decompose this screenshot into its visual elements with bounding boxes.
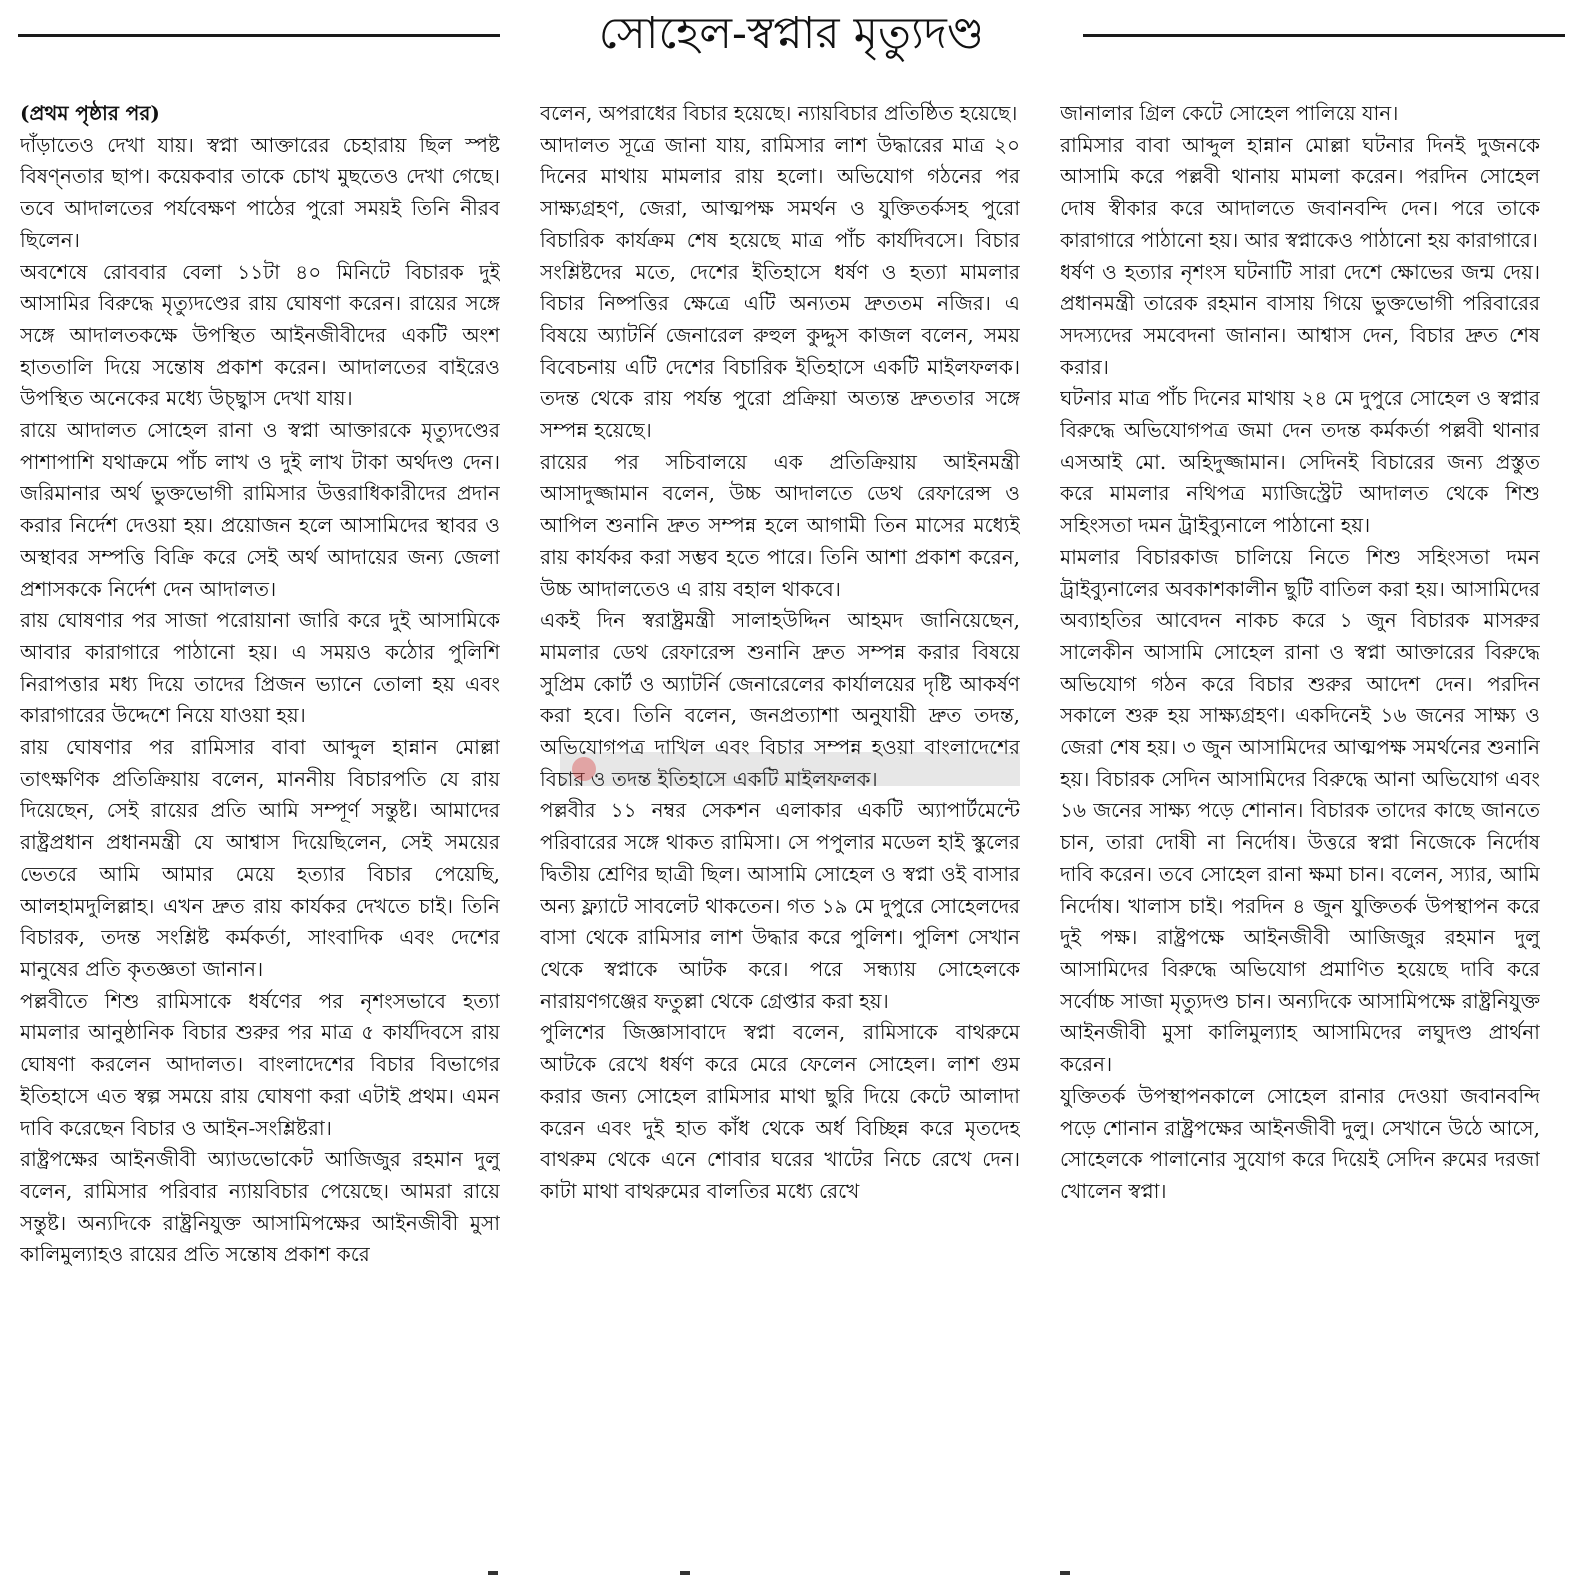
continuation-kicker: (প্রথম পৃষ্ঠার পর) [20, 101, 160, 125]
paragraph: পল্লবীতে শিশু রামিসাকে ধর্ষণের পর নৃশংসভাবে হত্যা মামলার আনুষ্ঠানিক বিচার শুরুর পর মাত্র ৫ কার্যদিবসে রায় ঘোষণা করলেন আদালত। বাংলাদেশের বিচার বিভাগের ইতিহাসে এত স্বল্প সময়ে রায় ঘোষণা করা এটাই প্রথম। এমন দাবি করেছেন বিচার ও আইন-সংশ্লিষ্টরা। [20, 988, 500, 1140]
paragraph: রায় ঘোষণার পর সাজা পরোয়ানা জারি করে দুই আসামিকে আবার কারাগারে পাঠানো হয়। এ সময়ও কঠোর পুলিশি নিরাপত্তার মধ্য দিয়ে তাদের প্রিজন ভ্যানে তোলা হয় এবং কারাগারের উদ্দেশে নিয়ে যাওয়া হয়। [20, 608, 500, 728]
headline: সোহেল-স্বপ্নার মৃত্যুদণ্ড [598, 8, 985, 59]
headline-rule-right [1083, 34, 1565, 37]
text-fragment [680, 1571, 690, 1575]
paragraph: যুক্তিতর্ক উপস্থাপনকালে সোহেল রানার দেওয়া জবানবন্দি পড়ে শোনান রাষ্ট্রপক্ষের আইনজীবী দুলু। সেখানে উঠে আসে, সোহেলকে পালানোর সুযোগ করে দিয়েই সেদিন রুমের দরজা খোলেন স্বপ্না। [1060, 1083, 1540, 1203]
paragraph: রায়ের পর সচিবালয়ে এক প্রতিক্রিয়ায় আইনমন্ত্রী আসাদুজ্জামান বলেন, উচ্চ আদালতে ডেথ রেফারেন্স ও আপিল শুনানি দ্রুত সম্পন্ন হলে আগামী তিন মাসের মধ্যেই রায় কার্যকর করা সম্ভব হতে পারে। তিনি আশা প্রকাশ করেন, উচ্চ আদালতেও এ রায় বহাল থাকবে। [540, 449, 1020, 601]
paragraph: জানালার গ্রিল কেটে সোহেল পালিয়ে যান। [1060, 101, 1399, 125]
headline-rule-left [18, 34, 500, 37]
paragraph: আদালত সূত্রে জানা যায়, রামিসার লাশ উদ্ধারের মাত্র ২০ দিনের মাথায় মামলার রায় হলো। অভিযোগ গঠনের পর সাক্ষ্যগ্রহণ, জেরা, আত্মপক্ষ সমর্থন ও যুক্তিতর্কসহ পুরো বিচারিক কার্যক্রম শেষ হয়েছে মাত্র পাঁচ কার্যদিবসে। বিচার সংশ্লিষ্টদের মতে, দেশের ইতিহাসে ধর্ষণ ও হত্যা মামলার বিচার নিষ্পত্তির ক্ষেত্রে এটি অন্যতম দ্রুততম নজির। এ বিষয়ে অ্যাটর্নি জেনারেল রুহুল কুদ্দুস কাজল বলেন, সময় বিবেচনায় এটি দেশের বিচারিক ইতিহাসে একটি মাইলফলক। তদন্ত থেকে রায় পর্যন্ত পুরো প্রক্রিয়া অত্যন্ত দ্রুততার সঙ্গে সম্পন্ন হয়েছে। [540, 132, 1020, 443]
paragraph: রামিসার বাবা আব্দুল হান্নান মোল্লা ঘটনার দিনই দুজনকে আসামি করে পল্লবী থানায় মামলা করেন। পরদিন সোহেল দোষ স্বীকার করে আদালতে জবানবন্দি দেন। পরে তাকে কারাগারে পাঠানো হয়। আর স্বপ্নাকেও পাঠানো হয় কারাগারে। [1060, 132, 1540, 252]
paragraph: রায় ঘোষণার পর রামিসার বাবা আব্দুল হান্নান মোল্লা তাৎক্ষণিক প্রতিক্রিয়ায় বলেন, মাননীয় বিচারপতি যে রায় দিয়েছেন, সেই রায়ের প্রতি আমি সম্পূর্ণ সন্তুষ্ট। আমাদের রাষ্ট্রপ্রধান প্রধানমন্ত্রী যে আশ্বাস দিয়েছিলেন, সেই সময়ের ভেতরে আমি আমার মেয়ে হত্যার বিচার পেয়েছি, আলহামদুলিল্লাহ। এখন দ্রুত রায় কার্যকর দেখতে চাই। তিনি বিচারক, তদন্ত সংশ্লিষ্ট কর্মকর্তা, সাংবাদিক এবং দেশের মানুষের প্রতি কৃতজ্ঞতা জানান। [20, 735, 500, 981]
article-column-2 [540, 98, 1020, 1538]
paragraph: দাঁড়াতেও দেখা যায়। স্বপ্না আক্তারের চেহারায় ছিল স্পষ্ট বিষণ্নতার ছাপ। কয়েকবার তাকে চোখ মুছতেও দেখা গেছে। তবে আদালতের পর্যবেক্ষণ পাঠের পুরো সময়ই তিনি নীরব ছিলেন। [20, 132, 500, 252]
article-column-1 [20, 98, 500, 1538]
paragraph: ধর্ষণ ও হত্যার নৃশংস ঘটনাটি সারা দেশে ক্ষোভের জন্ম দেয়। প্রধানমন্ত্রী তারেক রহমান বাসায় গিয়ে ভুক্তভোগী পরিবারের সদস্যদের সমবেদনা জানান। আশ্বাস দেন, বিচার দ্রুত শেষ করার। [1060, 259, 1540, 379]
text-fragment [488, 1571, 498, 1575]
paragraph: রায়ে আদালত সোহেল রানা ও স্বপ্না আক্তারকে মৃত্যুদণ্ডের পাশাপাশি যথাক্রমে পাঁচ লাখ ও দুই লাখ টাকা অর্থদণ্ড দেন। জরিমানার অর্থ ভুক্তভোগী রামিসার উত্তরাধিকারীদের প্রদান করার নির্দেশ দেওয়া হয়। প্রয়োজন হলে আসামিদের স্থাবর ও অস্থাবর সম্পত্তি বিক্রি করে সেই অর্থ আদায়ের জন্য জেলা প্রশাসককে নির্দেশ দেন আদালত। [20, 418, 500, 601]
headline-bar [18, 0, 1565, 80]
paragraph: পুলিশের জিজ্ঞাসাবাদে স্বপ্না বলেন, রামিসাকে বাথরুমে আটকে রেখে ধর্ষণ করে মেরে ফেলেন সোহেল। লাশ গুম করার জন্য সোহেল রামিসার মাথা ছুরি দিয়ে কেটে আলাদা করেন এবং দুই হাত কাঁধ থেকে অর্ধ বিচ্ছিন্ন করে মৃতদেহ বাথরুম থেকে এনে শোবার ঘরের খাটের নিচে রেখে দেন। কাটা মাথা বাথরুমের বালতির মধ্যে রেখে [540, 1020, 1020, 1203]
paragraph: একই দিন স্বরাষ্ট্রমন্ত্রী সালাহউদ্দিন আহমদ জানিয়েছেন, মামলার ডেথ রেফারেন্স শুনানি দ্রুত সম্পন্ন করার বিষয়ে সুপ্রিম কোর্ট ও অ্যাটর্নি জেনারেলের কার্যালয়ের দৃষ্টি আকর্ষণ করা হবে। তিনি বলেন, জনপ্রত্যাশা অনুযায়ী দ্রুত তদন্ত, অভিযোগপত্র দাখিল এবং বিচার সম্পন্ন হওয়া বাংলাদেশের বিচার ও তদন্ত ইতিহাসে একটি মাইলফলক। [540, 608, 1020, 791]
next-line-fragments [0, 1563, 1583, 1575]
article-body [20, 98, 1540, 1538]
text-fragment [1060, 1571, 1070, 1575]
paragraph: বলেন, অপরাধের বিচার হয়েছে। ন্যায়বিচার প্রতিষ্ঠিত হয়েছে। [540, 101, 1018, 125]
paragraph: পল্লবীর ১১ নম্বর সেকশন এলাকার একটি অ্যাপার্টমেন্টে পরিবারের সঙ্গে থাকত রামিসা। সে পপুলার মডেল হাই স্কুলের দ্বিতীয় শ্রেণির ছাত্রী ছিল। আসামি সোহেল ও স্বপ্না ওই বাসার অন্য ফ্ল্যাটে সাবলেট থাকতেন। গত ১৯ মে দুপুরে সোহেলদের বাসা থেকে রামিসার লাশ উদ্ধার করে পুলিশ। পুলিশ সেখান থেকে স্বপ্নাকে আটক করে। পরে সন্ধ্যায় সোহেলকে নারায়ণগঞ্জের ফতুল্লা থেকে গ্রেপ্তার করা হয়। [540, 798, 1020, 1013]
paragraph: রাষ্ট্রপক্ষের আইনজীবী অ্যাডভোকেট আজিজুর রহমান দুলু বলেন, রামিসার পরিবার ন্যায়বিচার পেয়েছে। আমরা রায়ে সন্তুষ্ট। অন্যদিকে রাষ্ট্রনিযুক্ত আসামিপক্ষের আইনজীবী মুসা কালিমুল্যাহও রায়ের প্রতি সন্তোষ প্রকাশ করে [20, 1147, 500, 1267]
paragraph: অবশেষে রোববার বেলা ১১টা ৪০ মিনিটে বিচারক দুই আসামির বিরুদ্ধে মৃত্যুদণ্ডের রায় ঘোষণা করেন। রায়ের সঙ্গে সঙ্গে আদালতকক্ষে উপস্থিত আইনজীবীদের একটি অংশ হাততালি দিয়ে সন্তোষ প্রকাশ করেন। আদালতের বাইরেও উপস্থিত অনেকের মধ্যে উচ্ছ্বাস দেখা যায়। [20, 259, 500, 411]
article-column-3 [1060, 98, 1540, 1538]
paragraph: ঘটনার মাত্র পাঁচ দিনের মাথায় ২৪ মে দুপুরে সোহেল ও স্বপ্নার বিরুদ্ধে অভিযোগপত্র জমা দেন তদন্ত কর্মকর্তা পল্লবী থানার এসআই মো. অহিদুজ্জামান। সেদিনই বিচারের জন্য প্রস্তুত করে মামলার নথিপত্র ম্যাজিস্ট্রেট আদালত থেকে শিশু সহিংসতা দমন ট্রাইব্যুনালে পাঠানো হয়। [1060, 386, 1540, 538]
paragraph: মামলার বিচারকাজ চালিয়ে নিতে শিশু সহিংসতা দমন ট্রাইব্যুনালের অবকাশকালীন ছুটি বাতিল করা হয়। আসামিদের অব্যাহতির আবেদন নাকচ করে ১ জুন বিচারক মাসরুর সালেকীন আসামি সোহেল রানা ও স্বপ্না আক্তারের বিরুদ্ধে অভিযোগ গঠন করে বিচার শুরুর আদেশ দেন। পরদিন সকালে শুরু হয় সাক্ষ্যগ্রহণ। একদিনেই ১৬ জনের সাক্ষ্য ও জেরা শেষ হয়। ৩ জুন আসামিদের আত্মপক্ষ সমর্থনের শুনানি হয়। বিচারক সেদিন আসামিদের বিরুদ্ধে আনা অভিযোগ এবং ১৬ জনের সাক্ষ্য পড়ে শোনান। বিচারক তাদের কাছে জানতে চান, তারা দোষী না নির্দোষ। উত্তরে স্বপ্না নিজেকে নির্দোষ দাবি করেন। তবে সোহেল রানা ক্ষমা চান। বলেন, স্যার, আমি নির্দোষ। খালাস চাই। পরদিন ৪ জুন যুক্তিতর্ক উপস্থাপন করে দুই পক্ষ। রাষ্ট্রপক্ষে আইনজীবী আজিজুর রহমান দুলু আসামিদের বিরুদ্ধে অভিযোগ প্রমাণিত হয়েছে দাবি করে সর্বোচ্চ সাজা মৃত্যুদণ্ড চান। অন্যদিকে আসামিপক্ষে রাষ্ট্রনিযুক্ত আইনজীবী মুসা কালিমুল্যাহ আসামিদের লঘুদণ্ড প্রার্থনা করেন। [1060, 544, 1540, 1077]
